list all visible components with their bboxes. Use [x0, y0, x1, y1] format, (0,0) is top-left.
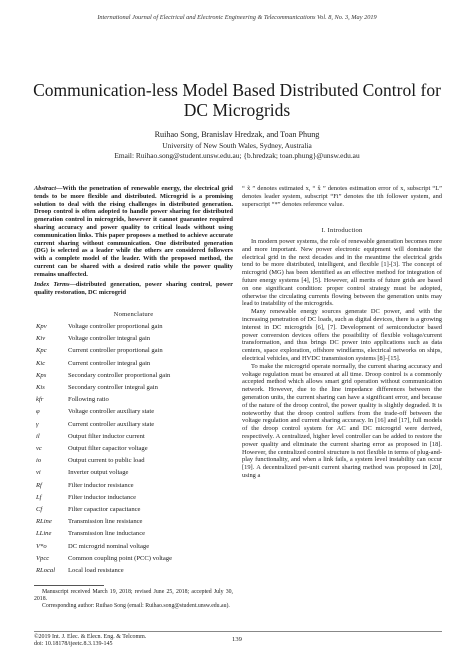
- copyright: ©2019 Int. J. Elec. & Elecn. Eng. & Telcomm.: [34, 634, 147, 640]
- nomenclature-definition: Filter inductor resistance: [68, 481, 134, 489]
- introduction: [242, 238, 442, 480]
- nomenclature-symbol: V*o: [36, 542, 47, 550]
- abstract-text: —With the penetration of renewable energy, the electrical grid tends to be more flexible and distributed. Microgrid is a promising solution to deal with the rising challenges in distributed generation. Droop control is often adopted to handle power sharing for distributed generation control in microgrids, however it cannot guarantee required sharing accuracy and power quality to critical loads without using communication links. This paper proposes a method to achieve accurate current sharing without communication. One distributed generation (DG) is selected as a leader while the others are considered followers with a complete model of the leader. With the proposed method, the current can be shared with a desired ratio while the power quality remains unaffected.: [34, 185, 233, 278]
- affiliation: University of New South Wales, Sydney, Australia: [162, 141, 312, 150]
- nomenclature-symbol: RLine: [36, 518, 52, 526]
- nomenclature-symbol: φ: [36, 408, 40, 416]
- nomenclature-symbol: Vpcc: [36, 554, 50, 562]
- index-terms-text: —distributed generation, power sharing control, power quality restoration, DC microgrid: [34, 281, 233, 296]
- nomenclature-symbol: Kis: [36, 384, 45, 391]
- nomenclature-definition: Filter capacitor capacitance: [68, 506, 141, 513]
- page-footer-divider: [34, 631, 442, 632]
- nomenclature-definition: Output filter capacitor voltage: [68, 445, 148, 452]
- index-terms-label: Index Terms: [34, 281, 70, 288]
- footnote-divider: [34, 585, 104, 586]
- nomenclature-row: [34, 505, 234, 515]
- paper-title: Communication-less Model Based Distributed Control for DC Microgrids: [33, 80, 441, 120]
- footnotes: [34, 589, 233, 610]
- nomenclature-row: [34, 322, 234, 332]
- nomenclature-row: [34, 517, 234, 527]
- nomenclature-symbol: io: [36, 457, 42, 465]
- nomenclature-row: [34, 456, 234, 466]
- nomenclature-symbol: vi: [36, 469, 41, 477]
- nomenclature-row: [34, 481, 234, 491]
- nomenclature-symbol: Kpc: [36, 347, 47, 355]
- nomenclature-symbol: RLocal: [36, 567, 56, 574]
- nomenclature-row: [34, 407, 234, 417]
- nomenclature-row: [34, 383, 234, 393]
- nomenclature-row: [34, 334, 234, 344]
- nomenclature-row: [34, 432, 234, 442]
- nomenclature-definition: Local load resistance: [68, 567, 124, 574]
- nomenclature-definition: Current controller auxiliary state: [68, 420, 155, 428]
- nomenclature-row: [34, 395, 234, 405]
- nomenclature-symbol: Cf: [36, 506, 43, 513]
- nomenclature-symbol: vc: [36, 445, 42, 452]
- nomenclature-definition: Output current to public load: [68, 457, 145, 465]
- nomenclature-definition: Voltage controller auxiliary state: [68, 408, 155, 416]
- footnote-received: Manuscript received March 19, 2018; revised June 25, 2018; accepted July 30, 2018.: [34, 589, 233, 602]
- nomenclature-definition: Common coupling point (PCC) voltage: [68, 554, 173, 562]
- page-number: 139: [232, 636, 242, 643]
- nomenclature-symbol: Kiv: [36, 335, 46, 343]
- journal-header: International Journal of Electrical and Electronic Engineering & Telecommunications Vol. 8, No. 3, May 2019: [97, 14, 377, 21]
- nomenclature-row: [34, 542, 234, 552]
- notation-paragraph: “ x̃ ” denotes estimated x, “ x̂ ” denotes estimation error of x, subscript “L” denotes leader system, subscript “Fi” denotes the ith follower system, and superscript “*” denotes reference value.: [242, 185, 442, 208]
- nomenclature-row: [34, 371, 234, 381]
- nomenclature-definition: Current controller integral gain: [68, 359, 151, 367]
- nomenclature-symbol: γ: [36, 420, 39, 428]
- nomenclature-definition: Secondary controller proportional gain: [68, 371, 171, 379]
- nomenclature-definition: Inverter output voltage: [68, 469, 129, 477]
- nomenclature-symbol: kfr: [36, 396, 44, 404]
- nomenclature-row: [34, 346, 234, 356]
- intro-paragraph: To make the microgrid operate normally, the current sharing accuracy and voltage regulation must be ensured at all time. Droop control is a commonly accepted method which allows smart grid operation without communication network. However, due to the line impedance differences between the generation units, the current sharing can have a significant error, and because of the nature of the droop control, the power quality is slightly degraded. It is noteworthy that the droop control suffers from the trade-off between the voltage regulation and current sharing accuracy. In [16] and [17], full models of the droop control system for AC and DC microgrid were derived, respectively. A centralized, higher level controller can be added to restore the power quality and eliminate the current sharing error as proposed in [18]. However, the centralized control structure is not flexible in terms of plug-and-play functionality, and when a link fails, a system level instability can occur [19]. A decentralized per-unit current sharing method was proposed in [20], using a: [242, 362, 442, 479]
- nomenclature-symbol: Rf: [36, 481, 42, 489]
- nomenclature-definition: Output filter inductor current: [68, 432, 145, 440]
- authors: Ruihao Song, Branislav Hredzak, and Toan Phung: [154, 130, 320, 139]
- index-terms: [34, 281, 233, 297]
- nomenclature-row: [34, 529, 234, 539]
- nomenclature-row: [34, 554, 234, 564]
- nomenclature-row: [34, 420, 234, 430]
- affiliation-block: [0, 141, 474, 161]
- doi: doi: 10.18178/ijeetc.8.3.139-145: [34, 641, 113, 648]
- abstract-label: Abstract: [34, 185, 57, 192]
- intro-paragraph: Many renewable energy sources generate DC power, and with the increasing penetration of DC loads, such as digital devices, there is a growing interest in DC microgrids [6], [7]. Development of semiconductor based power conversion devices offers the possibility of flexible voltage/current transformation, and thus brings DC power into applications such as data centers, space exploration, offshore windfarms, electrical networks on ships, electrical vehicles, and HVDC transmission systems [8]–[15].: [242, 308, 442, 362]
- nomenclature-symbol: Kps: [36, 371, 47, 379]
- nomenclature-definition: Voltage controller integral gain: [68, 335, 151, 343]
- nomenclature-row: [34, 444, 234, 454]
- nomenclature-definition: Secondary controller integral gain: [68, 384, 158, 391]
- nomenclature-symbol: Kic: [36, 359, 46, 367]
- nomenclature-symbol: Kpv: [36, 323, 47, 330]
- nomenclature-row: [34, 359, 234, 369]
- nomenclature-heading: Nomenclature: [113, 311, 154, 318]
- nomenclature-row: [34, 493, 234, 503]
- nomenclature-symbol: Lf: [36, 493, 42, 501]
- footnote-corresponding: Corresponding author: Ruihao Song (email: Ruihao.song@student.unsw.edu.au).: [42, 603, 230, 609]
- nomenclature-definition: Filter inductor inductance: [68, 493, 137, 501]
- nomenclature-symbol: il: [36, 432, 40, 440]
- section-heading: I. Introduction: [321, 227, 363, 234]
- nomenclature-definition: Following ratio: [68, 396, 109, 404]
- nomenclature-definition: Current controller proportional gain: [68, 347, 163, 355]
- nomenclature-definition: DC microgrid nominal voltage: [68, 542, 150, 550]
- nomenclature-definition: Transmission line inductance: [68, 530, 146, 538]
- nomenclature-symbol: LLine: [36, 530, 52, 538]
- email: Email: Ruihao.song@student.unsw.edu.au; {b.hredzak; toan.phung}@unsw.edu.au: [114, 151, 360, 160]
- nomenclature-row: [34, 566, 234, 576]
- nomenclature-row: [34, 468, 234, 478]
- abstract: [34, 185, 233, 279]
- nomenclature-definition: Transmission line resistance: [68, 518, 143, 526]
- nomenclature-definition: Voltage controller proportional gain: [68, 323, 163, 330]
- intro-paragraph: In modern power systems, the role of renewable generation becomes more and more important. New power electronic equipment will dominate the electrical grid in the next decades and in the meantime the electrical grids tend to be more distributed, intelligent, and flexible [1]-[3]. The concept of microgrid (MG) has been identified as an effective method for integration of future energy systems [4], [5]. However, all merits of future grids are based on one significant condition: proper control strategy must be adopted, otherwise the circulating currents flowing between the generation units may lead to instability of the microgrids.: [242, 238, 442, 308]
